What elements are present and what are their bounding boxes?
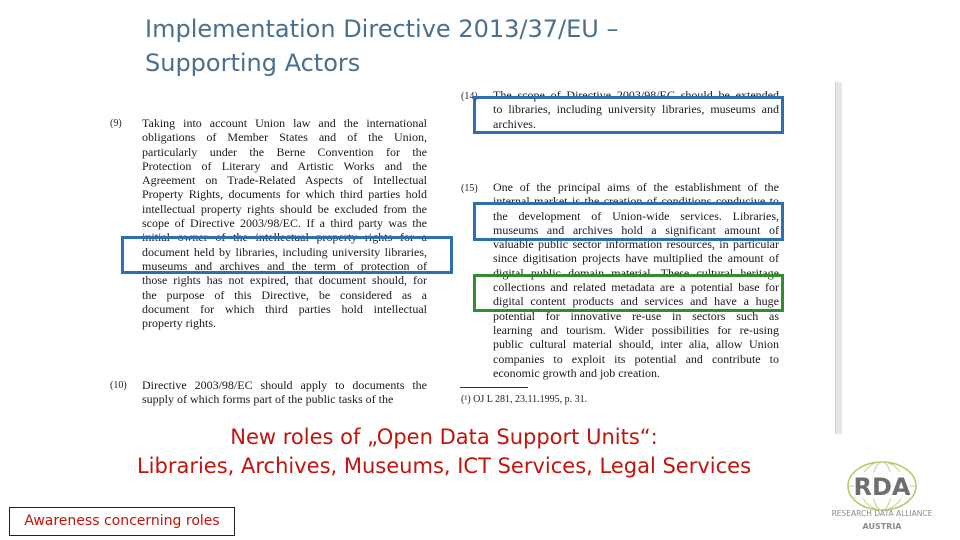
text-line: digital public domain material. These cultural heritage — [493, 265, 779, 280]
subtitle-line-2: Libraries, Archives, Museums, ICT Services, Legal Services — [136, 454, 752, 478]
text-line: since digitisation projects have multiplied the amount of — [493, 251, 779, 266]
awareness-box: Awareness concerning roles — [9, 507, 235, 536]
text-line: document held by libraries, including university libraries, — [142, 244, 427, 259]
paragraph-number-10: (10) — [110, 380, 127, 391]
text-line: companies to exploit its potential and contribute to — [493, 351, 779, 366]
document-edge — [835, 82, 842, 434]
paragraph-number-15: (15) — [461, 183, 478, 194]
paragraph-number-9: (9) — [110, 118, 122, 129]
text-line: archives. — [493, 116, 536, 131]
text-line: museums and archives and the term of protection of — [142, 258, 427, 273]
footnote-divider — [460, 387, 528, 388]
highlight-libraries-scope — [473, 96, 784, 134]
text-line: learning and tourism. Wider possibilities for re-using — [493, 322, 779, 337]
text-line: museums and archives hold a significant amount of — [493, 222, 779, 237]
text-line: Agreement on Trade-Related Aspects of Intellectual — [142, 173, 427, 188]
text-line: those rights has not expired, that document should, for — [142, 273, 427, 288]
text-line: to libraries, including university libraries, museums and — [493, 102, 779, 117]
text-line: intellectual property rights should be excluded from the — [142, 201, 427, 216]
text-line: One of the principal aims of the establishment of the — [493, 180, 779, 194]
logo-line-2: AUSTRIA — [862, 522, 902, 531]
slide-title — [145, 12, 705, 80]
paragraph-10 — [142, 378, 427, 407]
highlight-document-held-by-libraries — [121, 236, 453, 274]
text-line: particularly under the Berne Convention for the — [142, 144, 427, 159]
logo-abbr: RDA — [853, 473, 911, 501]
text-line: the purpose of this Directive, be considered as a — [142, 287, 427, 302]
slide-title-line-1: Implementation Directive 2013/37/EU – — [145, 15, 619, 43]
text-line: supply of which forms part of the public tasks of the — [142, 392, 394, 407]
text-line: Taking into account Union law and the international — [142, 116, 427, 130]
text-line: Protection of Literary and Artistic Works and the — [142, 158, 427, 173]
text-line: scope of Directive 2003/98/EC. If a third party was the — [142, 216, 427, 231]
paragraph-number-14: (14) — [461, 91, 478, 102]
logo-line-1: RESEARCH DATA ALLIANCE — [831, 509, 933, 518]
text-line: Directive 2003/98/EC should apply to documents the — [142, 378, 427, 392]
footnote: (¹) OJ L 281, 23.11.1995, p. 31. — [461, 394, 588, 405]
text-line: initial owner of the intellectual property rights for a — [142, 230, 427, 245]
text-line: internal market is the creation of conditions conducive to — [493, 194, 779, 209]
highlight-libraries-museums-archives — [473, 202, 784, 241]
directive-excerpt — [99, 82, 842, 434]
text-line: economic growth and job creation. — [493, 365, 660, 380]
slide-title-line-2: Supporting Actors — [145, 49, 361, 77]
text-line: valuable public sector information resources, in particular — [493, 237, 779, 252]
text-line: document for which third parties hold intellectual — [142, 301, 427, 316]
text-line: The scope of Directive 2003/98/EC should be extended — [493, 88, 779, 102]
text-line: digital content products and services and have a huge — [493, 294, 779, 309]
text-line: public cultural material should, inter alia, allow Union — [493, 337, 779, 352]
text-line: property rights. — [142, 316, 216, 331]
rda-austria-logo — [812, 460, 952, 536]
paragraph-9 — [142, 116, 427, 330]
highlight-digital-content — [473, 274, 784, 312]
text-line: collections and related metadata are a potential base for — [493, 280, 779, 295]
text-line: potential for innovative re-use in sectors such as — [493, 308, 779, 323]
text-line: Property Rights, documents for which third parties hold — [142, 187, 427, 202]
text-line: the development of Union-wide services. Libraries, — [493, 208, 779, 223]
subtitle-line-1: New roles of „Open Data Support Units“: — [230, 425, 658, 449]
text-line: obligations of Member States and of the Union, — [142, 130, 427, 145]
